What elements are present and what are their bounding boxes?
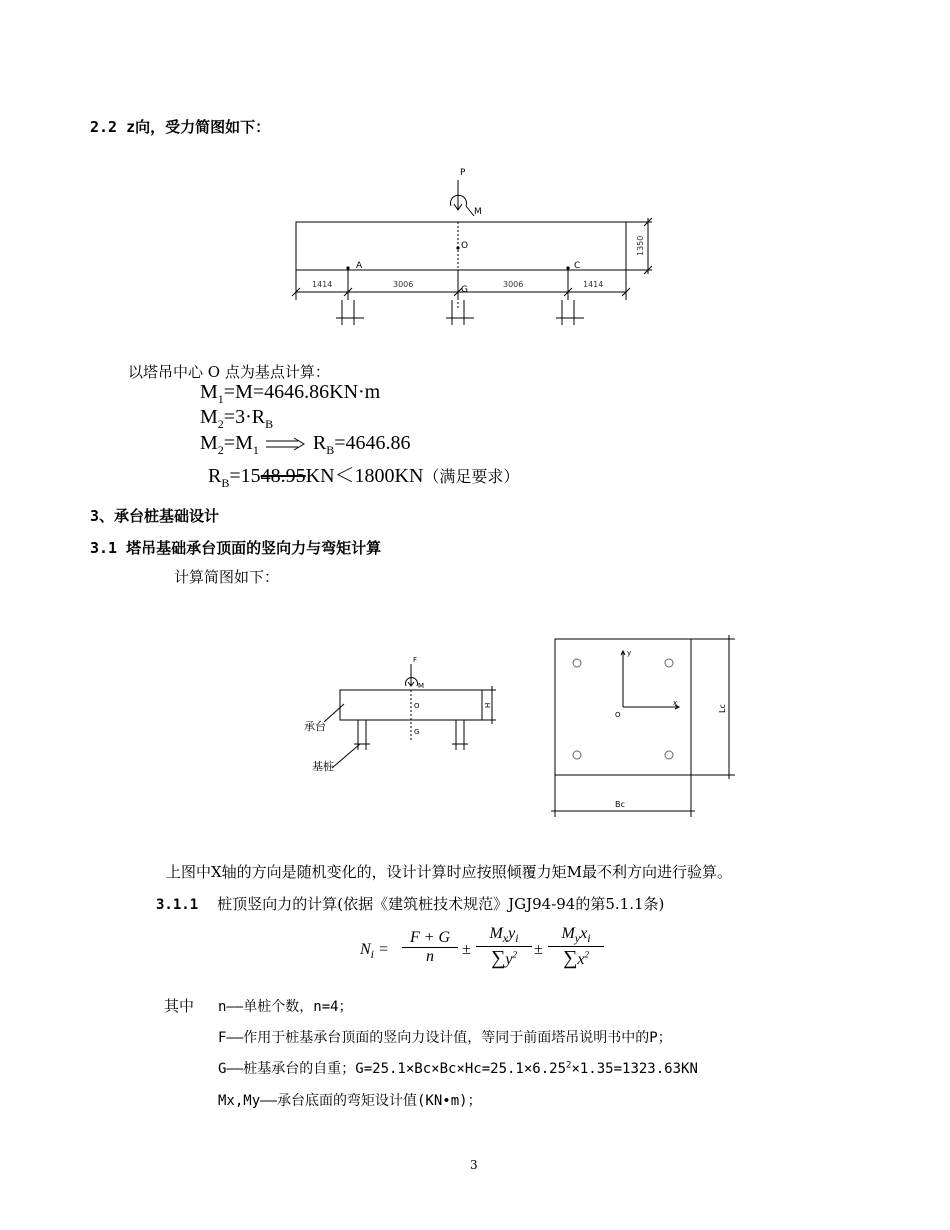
h-label: H xyxy=(484,702,492,708)
o-label: O xyxy=(414,702,420,710)
m-label: M xyxy=(418,682,425,690)
formula-pm-1: ± xyxy=(462,941,471,958)
cap-plan-diagram xyxy=(545,633,740,823)
calc-line-2: $M_2=3\cdot R_B$ xyxy=(200,406,274,431)
cap-side-diagram xyxy=(296,650,506,780)
where-m: Mx,My——承台底面的弯矩设计值(KN•m)； xyxy=(218,1093,482,1109)
a-label: A xyxy=(356,261,363,271)
formula-frac-3: $M_yx_i$ $\sum x^2$ xyxy=(548,925,604,970)
f-label: F xyxy=(413,656,418,664)
origin-label: O xyxy=(615,711,621,719)
c-label: C xyxy=(574,261,581,271)
formula-lhs: $N_i$ = xyxy=(360,941,389,962)
calc-line-4: $R_B=1548.95KN<1800KN$（满足要求） xyxy=(208,465,520,490)
height-dim: 1350 xyxy=(636,235,645,256)
g-label: G xyxy=(461,285,468,295)
implies-arrow-icon xyxy=(264,437,308,451)
calc-intro: 以塔吊中心 O 点为基点计算： xyxy=(128,363,330,381)
where-g: G——桩基承台的自重；$G=25.1\times Bc\times Bc\times Hc=25.1\times 6.25^2\times 1.35=1323.63KN$ xyxy=(218,1060,698,1077)
cap-label: 承台 xyxy=(304,720,326,733)
p-label: P xyxy=(460,168,466,178)
dim-1: 1414 xyxy=(312,280,333,289)
force-diagram-z xyxy=(280,160,670,340)
m-label: M xyxy=(474,207,482,217)
lc-label: Lc xyxy=(718,704,727,713)
section-3-1-title: 3.1 塔吊基础承台顶面的竖向力与弯矩计算 xyxy=(90,539,382,557)
section-2-2-title: 2.2 z向，受力简图如下： xyxy=(90,118,271,136)
o-label: O xyxy=(461,241,469,251)
pile-label: 基桩 xyxy=(312,760,334,773)
formula-frac-1: F + G n xyxy=(402,929,458,966)
dim-3: 3006 xyxy=(503,280,524,289)
dim-2: 3006 xyxy=(393,280,414,289)
section-3-1-1: 3.1.1 桩顶竖向力的计算(依据《建筑桩技术规范》JGJ94-94的第5.1.1条) xyxy=(156,895,665,913)
bc-label: Bc xyxy=(615,800,625,809)
page-number: 3 xyxy=(470,1158,478,1172)
y-axis-label: y xyxy=(627,649,632,657)
calc-line-1: $M_1=M=4646.86KN\cdot m$ xyxy=(200,381,381,406)
calc-line-3: $M_2=M_1$ $R_B=4646.86$ xyxy=(200,432,411,457)
g-label: G xyxy=(414,728,420,736)
x-axis-label: x xyxy=(673,699,678,707)
formula-pm-2: ± xyxy=(534,941,543,958)
x-axis-paragraph: 上图中X轴的方向是随机变化的，设计计算时应按照倾覆力矩M最不利方向进行验算。 xyxy=(166,863,733,881)
where-n: n——单桩个数，n=4； xyxy=(218,999,353,1015)
dim-4: 1414 xyxy=(583,280,604,289)
where-label: 其中 xyxy=(164,997,195,1015)
where-f: F——作用于桩基承台顶面的竖向力设计值，等同于前面塔吊说明书中的P； xyxy=(218,1030,672,1046)
diagram-intro: 计算简图如下： xyxy=(174,568,280,586)
section-3-title: 3、承台桩基础设计 xyxy=(90,507,220,525)
formula-frac-2: $M_xy_i$ $\sum y^2$ xyxy=(476,925,532,970)
